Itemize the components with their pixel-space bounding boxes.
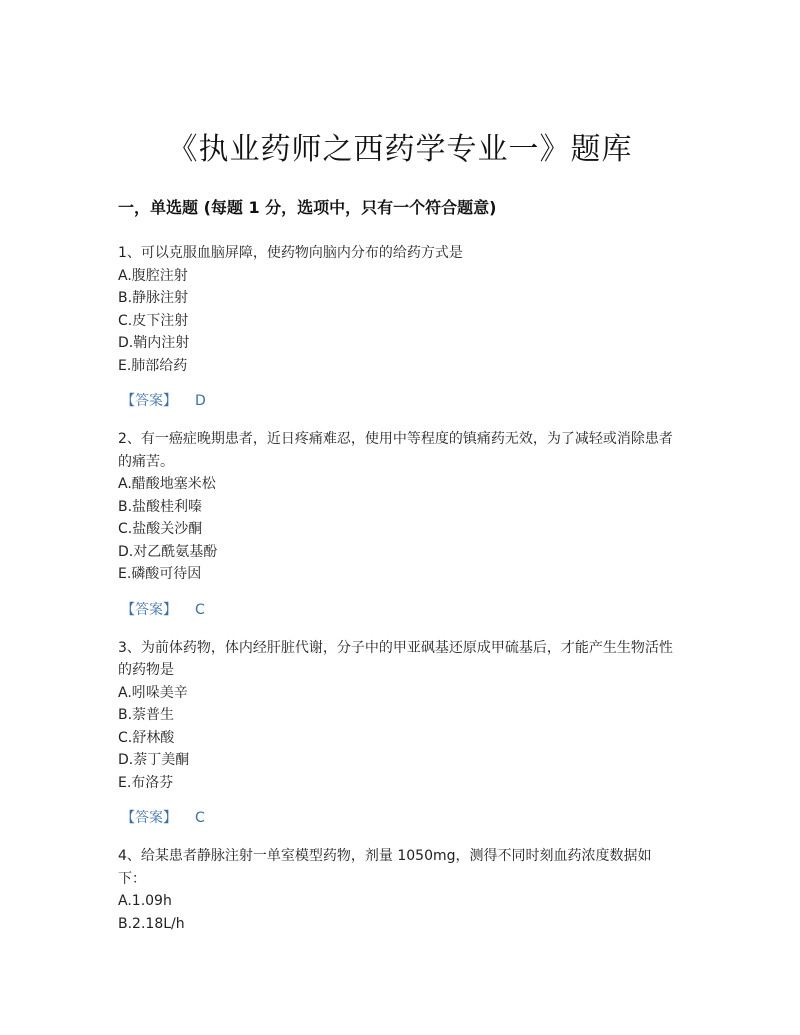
question-3 (118, 637, 678, 830)
answer-value: D (195, 393, 206, 409)
question-stem: 1、可以克服血脑屏障，使药物向脑内分布的给药方式是 (118, 245, 463, 261)
answer-label: 【答案】 (121, 810, 177, 826)
question-stem: 2、有一癌症晚期患者，近日疼痛难忍，使用中等程度的镇痛药无效，为了减轻或消除患者的痛苦。 (118, 431, 673, 470)
option-c: C.盐酸关沙酮 (118, 521, 203, 537)
answer-row (118, 807, 678, 829)
document-title: 《执业药师之西药学专业一》题库 (167, 132, 633, 168)
answer-row (118, 390, 678, 412)
option-b: B.静脉注射 (118, 290, 189, 306)
option-a: A.1.09h (118, 893, 172, 909)
option-d: D.对乙酰氨基酚 (118, 543, 218, 560)
question-list (118, 242, 678, 935)
option-c: C.皮下注射 (118, 312, 189, 329)
answer-label: 【答案】 (121, 393, 177, 409)
option-d: D.鞘内注射 (118, 335, 190, 351)
answer-value: C (195, 810, 205, 826)
option-d: D.萘丁美酮 (118, 752, 190, 768)
option-b: B.萘普生 (118, 707, 175, 723)
option-a: A.吲哚美辛 (118, 684, 188, 701)
question-4 (118, 845, 678, 935)
option-e: E.磷酸可待因 (118, 566, 202, 582)
section-heading: 一，单选题 (每题 1 分，选项中，只有一个符合题意) (118, 198, 497, 217)
option-a: A.醋酸地塞米松 (118, 476, 216, 492)
answer-label: 【答案】 (121, 601, 177, 618)
answer-row (118, 599, 678, 621)
option-c: C.舒林酸 (118, 729, 175, 746)
option-e: E.肺部给药 (118, 357, 188, 374)
question-stem: 3、为前体药物，体内经肝脏代谢，分子中的甲亚砜基还原成甲硫基后，才能产生生物活性的药物是 (118, 639, 673, 678)
option-b: B.2.18L/h (118, 915, 185, 932)
question-stem: 4、给某患者静脉注射一单室模型药物，剂量 1050mg，测得不同时刻血药浓度数据如下： (118, 848, 652, 887)
question-2 (118, 428, 678, 621)
question-1 (118, 242, 678, 412)
answer-value: C (195, 601, 205, 618)
option-e: E.布洛芬 (118, 774, 174, 791)
option-b: B.盐酸桂利嗪 (118, 498, 203, 515)
option-a: A.腹腔注射 (118, 267, 188, 284)
